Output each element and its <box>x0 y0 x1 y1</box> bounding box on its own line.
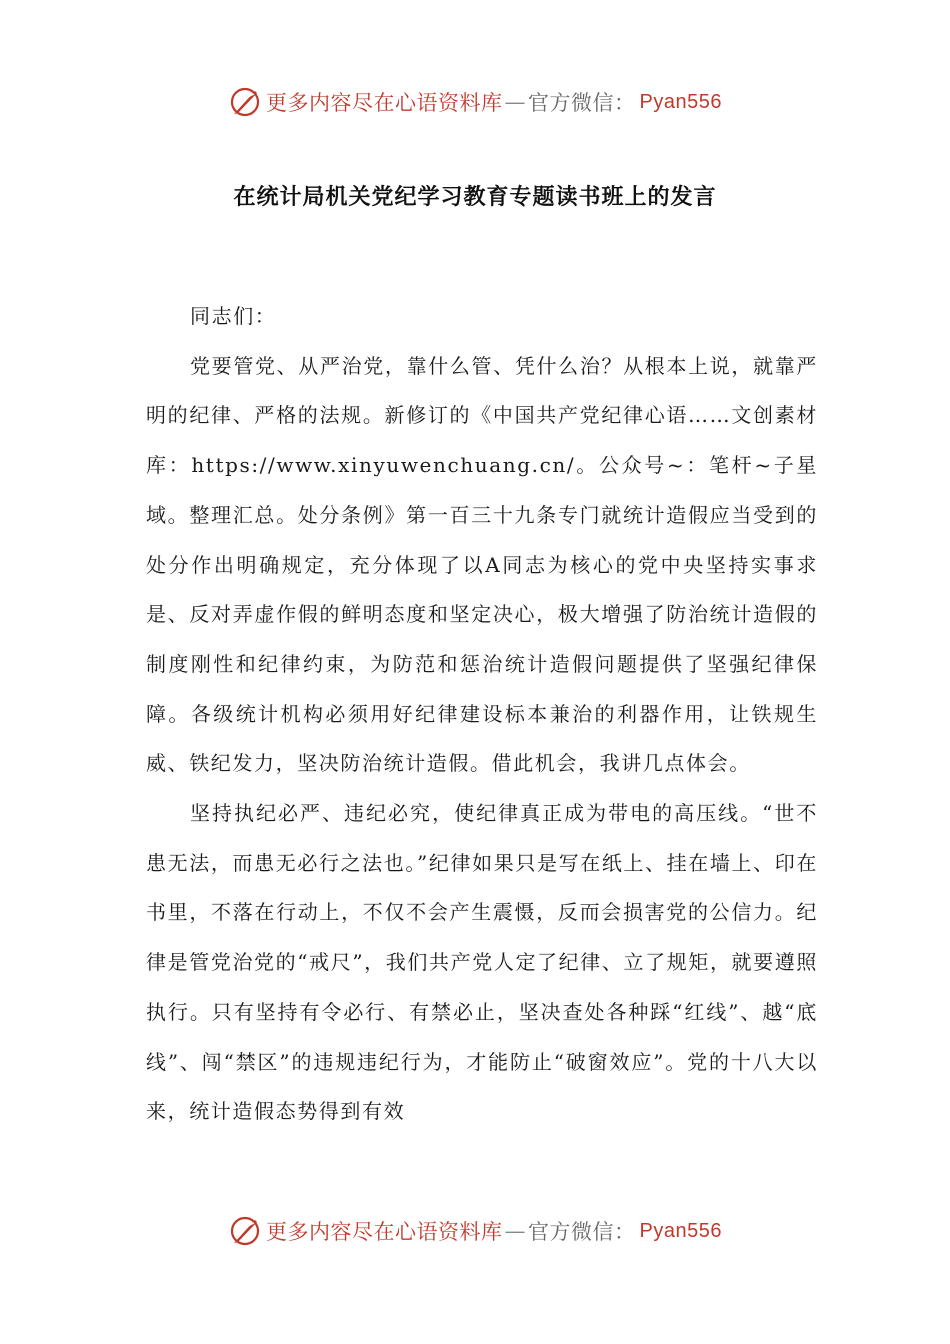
salutation: 同志们： <box>190 304 277 328</box>
watermark-wechat-id: Pyan556 <box>639 1219 722 1242</box>
watermark-banner-top <box>0 82 950 122</box>
quill-logo-icon <box>228 1214 262 1248</box>
watermark-separator: — <box>504 90 527 114</box>
document-body <box>146 292 818 1137</box>
paragraph: 坚持执纪必严、违纪必究，使纪律真正成为带电的高压线。“世不患无法，而患无必行之法也。”纪律如果只是写在纸上、挂在墙上、印在书里，不落在行动上，不仅不会产生震慑，反而会损害党的公信力。纪律是管党治党的“戒尺”，我们共产党人定了纪律、立了规矩，就要遵照执行。只有坚持有令必行、有禁必止，坚决查处各种踩“红线”、越“底线”、闯“禁区”的违规违纪行为，才能防止“破窗效应”。党的十八大以来，统计造假态势得到有效 <box>146 801 818 1124</box>
watermark-wechat-label: 官方微信： <box>528 91 636 115</box>
document-title: 在统计局机关党纪学习教育专题读书班上的发言 <box>233 185 717 210</box>
watermark-separator: — <box>504 1219 527 1243</box>
watermark-wechat-label: 官方微信： <box>528 1220 636 1244</box>
watermark-site-name: 更多内容尽在心语资料库 <box>266 1220 503 1244</box>
paragraph: 党要管党、从严治党，靠什么管、凭什么治？从根本上说，就靠严明的纪律、严格的法规。新修订的《中国共产党纪律心语……文创素材库：https://www.xinyuwenchuang.cn/。公众号~：笔杆~子星域。整理汇总。处分条例》第一百三十九条专门就统计造假应当受到的处分作出明确规定，充分体现了以A同志为核心的党中央坚持实事求是、反对弄虚作假的鲜明态度和坚定决心，极大增强了防治统计造假的制度刚性和纪律约束，为防范和惩治统计造假问题提供了坚强纪律保障。各级统计机构必须用好纪律建设标本兼治的利器作用，让铁规生威、铁纪发力，坚决防治统计造假。借此机会，我讲几点体会。 <box>146 353 818 776</box>
watermark-site-name: 更多内容尽在心语资料库 <box>266 91 503 115</box>
watermark-banner-bottom <box>0 1211 950 1251</box>
quill-logo-icon <box>228 85 262 119</box>
watermark-wechat-id: Pyan556 <box>639 90 722 113</box>
